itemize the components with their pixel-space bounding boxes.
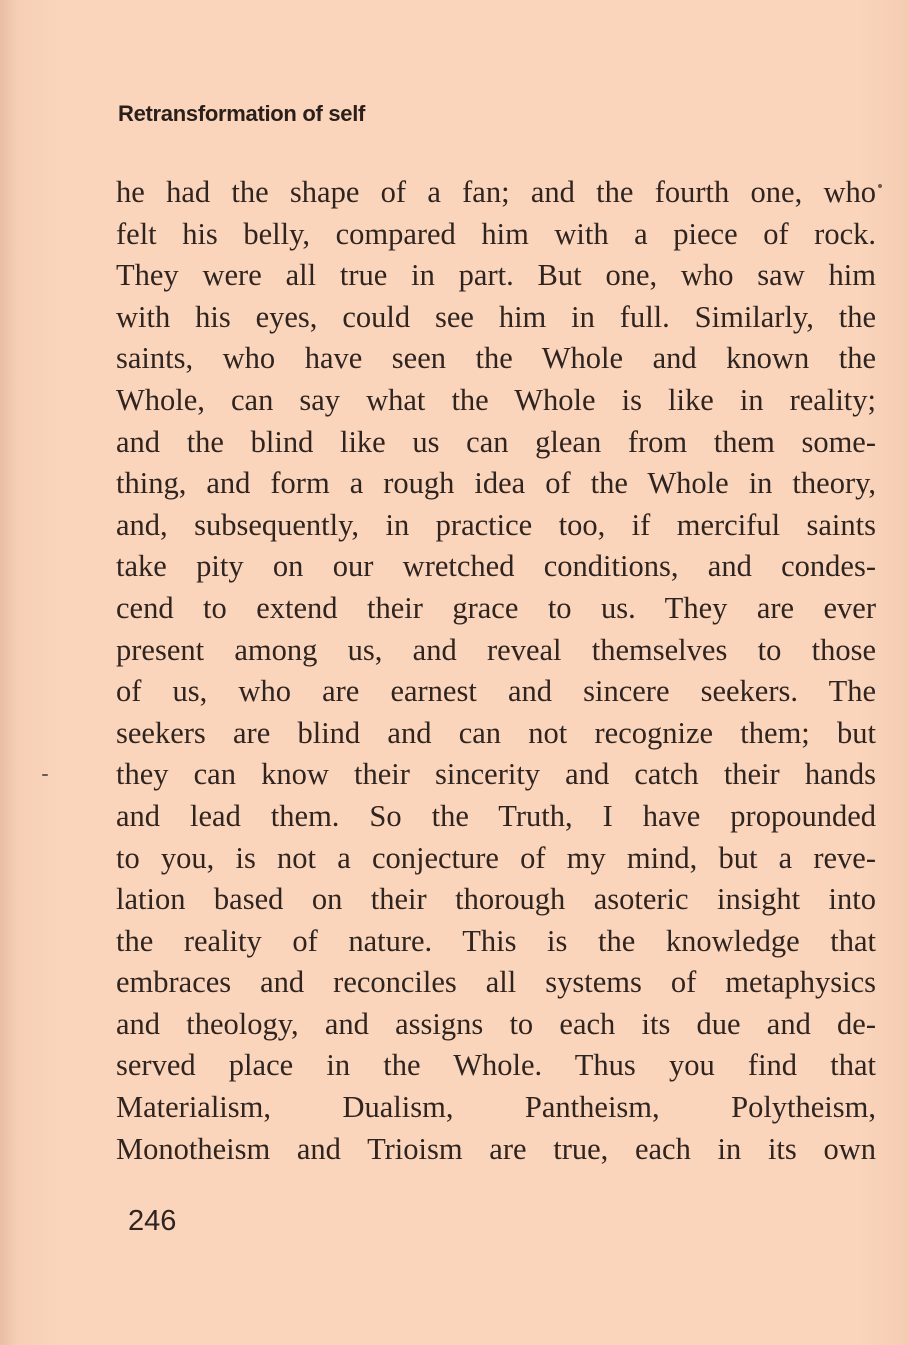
paper-speck: [42, 774, 48, 776]
text-line: Materialism, Dualism, Pantheism, Polytheism,: [116, 1090, 876, 1125]
text-line: of us, who are earnest and sincere seekers. The: [116, 674, 876, 709]
text-line: present among us, and reveal themselves to those: [116, 632, 876, 667]
body-text: [116, 172, 876, 1170]
text-line: cend to extend their grace to us. They are ever: [116, 590, 876, 625]
text-line: and theology, and assigns to each its due and de-: [116, 1006, 876, 1041]
text-line: thing, and form a rough idea of the Whole in theory,: [116, 466, 876, 501]
text-line: Monotheism and Trioism are true, each in its own: [116, 1131, 876, 1166]
text-line: the reality of nature. This is the knowledge that: [116, 923, 876, 958]
page-number: 246: [128, 1205, 177, 1237]
text-line: felt his belly, compared him with a piece of rock.: [116, 216, 876, 251]
running-header: Retransformation of self: [118, 101, 366, 126]
text-line: they can know their sincerity and catch their hands: [116, 757, 876, 792]
text-line: he had the shape of a fan; and the fourth one, who: [116, 175, 876, 209]
text-line: and the blind like us can glean from them some-: [116, 424, 876, 459]
paper-speck: [878, 184, 882, 188]
text-line: served place in the Whole. Thus you find that: [116, 1048, 876, 1083]
text-line: and lead them. So the Truth, I have propounded: [116, 798, 876, 833]
text-line: with his eyes, could see him in full. Similarly, the: [116, 299, 876, 334]
text-line: and, subsequently, in practice too, if merciful saints: [116, 507, 876, 542]
text-line: lation based on their thorough asoteric insight into: [116, 882, 876, 917]
text-line: saints, who have seen the Whole and known the: [116, 341, 876, 376]
text-line: seekers are blind and can not recognize them; but: [116, 715, 876, 750]
text-line: to you, is not a conjecture of my mind, but a reve-: [116, 840, 876, 875]
text-line: take pity on our wretched conditions, and condes-: [116, 549, 876, 584]
text-line: Whole, can say what the Whole is like in reality;: [116, 382, 876, 417]
text-line: embraces and reconciles all systems of metaphysics: [116, 965, 876, 1000]
text-line: They were all true in part. But one, who saw him: [116, 258, 876, 293]
